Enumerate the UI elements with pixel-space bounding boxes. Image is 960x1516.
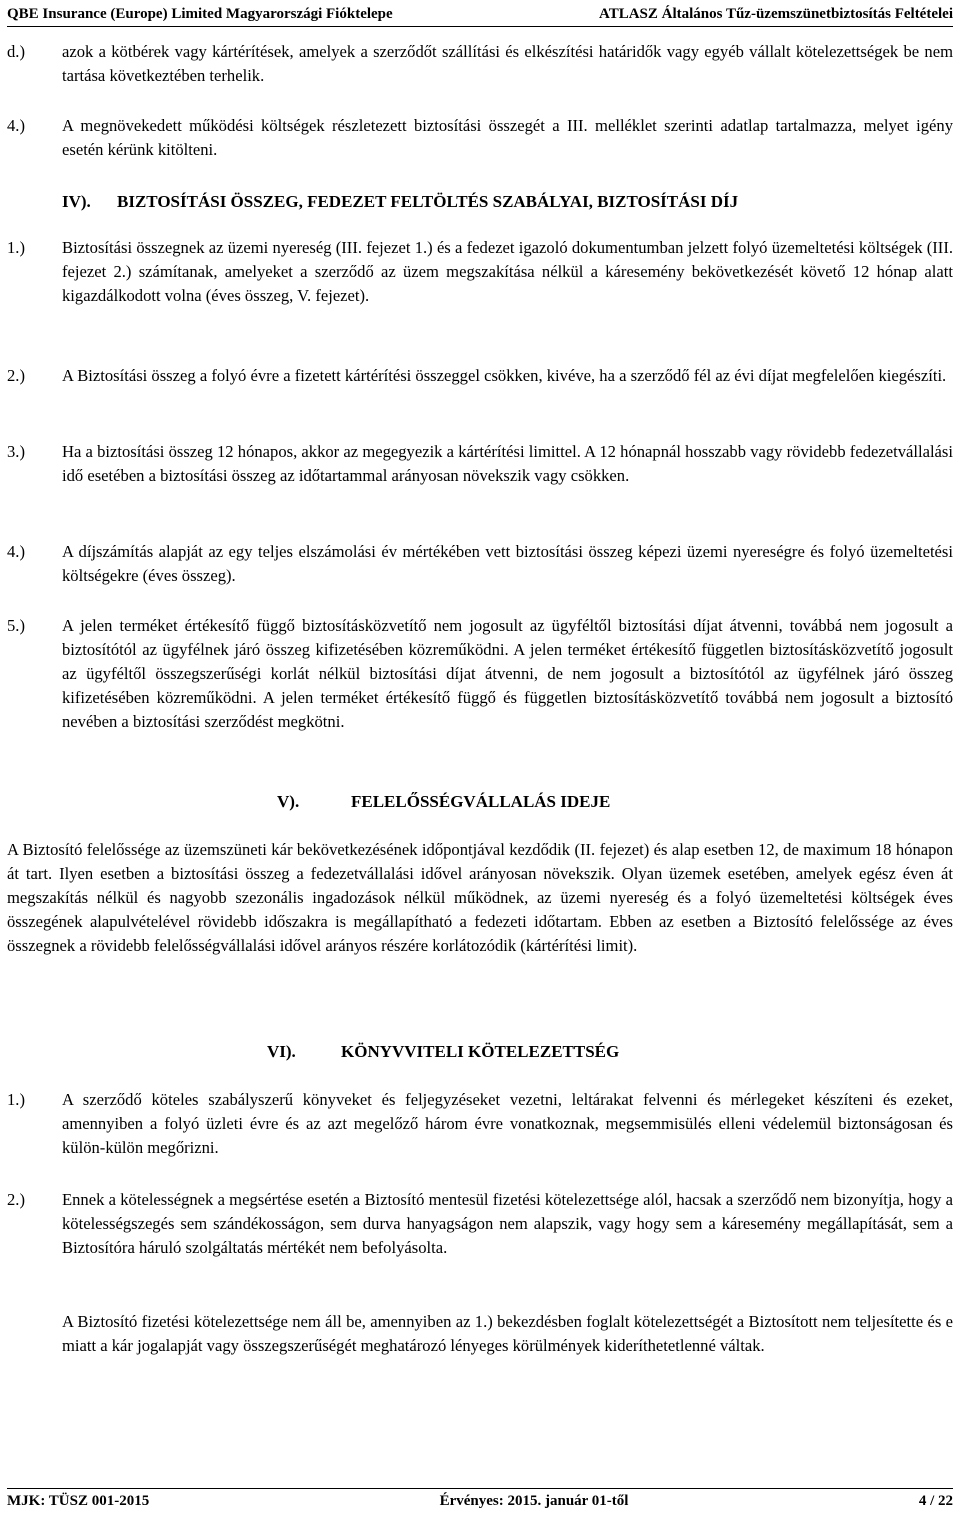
section-6-continuation: A Biztosító fizetési kötelezettsége nem áll be, amennyiben az 1.) bekezdésben foglalt kötelezettségét a Biztosított nem teljesítette és e miatt a kár jogalapját vagy összegszerűségét meghatározó lényeges körülmények kideríthetetlenné váltak. (62, 1312, 953, 1355)
section-6-item-1 (7, 1088, 953, 1160)
list-item-text: Ennek a kötelességnek a megsértése esetén a Biztosító mentesül fizetési kötelezettsége alól, hacsak a szerződő nem bizonyítja, hogy a kötelességszegés sem szándékosságon, sem durva hanyagságon nem alapszik, vagy hogy sem a káresemény megállapítását, sem a Biztosítóra háruló szolgáltatás mértékét nem befolyásolta. (62, 1190, 953, 1257)
list-item-text: A díjszámítás alapját az egy teljes elszámolási év mértékében vett biztosítási összeg képezi üzemi nyereségre és folyó üzemeltetési költségekre (éves összeg). (62, 542, 953, 585)
section-6-title: KÖNYVVITELI KÖTELEZETTSÉG (341, 1042, 620, 1061)
list-item-text: A jelen terméket értékesítő függő biztosításközvetítő nem jogosult az ügyféltől biztosítási díjat átvenni, továbbá nem jogosult a biztosítótól az ügyfélnek járó összeg kifizetésében közreműködni. A jelen terméket értékesítő független biztosításközvetítő jogosult az ügyféltől összegszerűségi korlát nélkül biztosítási díjat átvenni, de nem jogosult a biztosítótól az ügyfélnek járó összeg kifizetésében közreműködni. A jelen terméket értékesítő függő és független biztosításközvetítő továbbá nem jogosult a biztosító nevében a biztosítási szerződést megkötni. (62, 616, 953, 731)
section-5-title: FELELŐSSÉGVÁLLALÁS IDEJE (351, 792, 611, 811)
list-item-text: Biztosítási összegnek az üzemi nyereség (III. fejezet 1.) és a fedezet igazoló dokumentumban jelzett folyó üzemeltetési költségek (III. fejezet 2.) számítanak, amelyeket a szerződő az üzem megszakítása nélkül a káresemény bekövetkezését követő 12 hónap alatt kigazdálkodott volna (éves összeg, V. fejezet). (62, 238, 953, 305)
list-item-number: 2.) (7, 366, 25, 385)
page-footer (7, 1488, 953, 1513)
section-4-item-3 (7, 440, 953, 488)
page-header (7, 2, 953, 27)
section-4-title: BIZTOSÍTÁSI ÖSSZEG, FEDEZET FELTÖLTÉS SZABÁLYAI, BIZTOSÍTÁSI DÍJ (117, 192, 739, 211)
list-item-number: 4.) (7, 542, 25, 561)
list-item-number: 5.) (7, 616, 25, 635)
footer-page-number: 4 / 22 (918, 1493, 953, 1509)
section-5-paragraph: A Biztosító felelőssége az üzemszüneti kár bekövetkezésének időpontjával kezdődik (II. fejezet) és alap esetben 12, de maximum 18 hónapon át tart. Ilyen esetben a biztosítási összeg a fedezetvállalási idővel arányosan növekszik. Olyan üzemek esetében, amelyek egész éven át megszakítás nélkül és nagyobb szezonális ingadozások nélkül működnek, az üzemi nyereség és a folyó üzemeltetési költségek éves összegének alapulvételével rövidebb időszakra is megállapítható a fedezeti időtartam. Ebben az esetben a Biztosító felelőssége az éves összegnek a rövidebb felelősségvállalási idővel arányos részére korlátozódik (kártérítési limit). (7, 840, 953, 955)
list-item-text: A szerződő köteles szabályszerű könyveket és feljegyzéseket vezetni, leltárakat felvenni és mérlegeket készíteni és ezeket, amennyiben a folyó üzleti évre és az azt megelőző három évre vonatkoznak, megsemmisülés elleni védelemül biztonságosan és külön-külön megőrizni. (62, 1090, 953, 1157)
list-item-text: A megnövekedett működési költségek részletezett biztosítási összegét a III. melléklet szerinti adatlap tartalmazza, melyet igény esetén kérünk kitölteni. (62, 116, 953, 159)
section-4-item-2 (7, 364, 953, 388)
header-company: QBE Insurance (Europe) Limited Magyarországi Fióktelepe (7, 6, 393, 22)
section-4-item-4 (7, 540, 953, 588)
list-item-number: 1.) (7, 1090, 25, 1109)
list-item-number: 2.) (7, 1190, 25, 1209)
section-5-number: V). (277, 792, 300, 811)
header-document-title: ATLASZ Általános Tűz-üzemszünetbiztosítás Feltételei (598, 6, 953, 22)
list-item-4 (7, 114, 953, 162)
list-item-text: Ha a biztosítási összeg 12 hónapos, akkor az megegyezik a kártérítési limittel. A 12 hónapnál hosszabb vagy rövidebb fedezetvállalási idő esetében a biztosítási összeg az időtartammal arányosan növekszik vagy csökken. (62, 442, 953, 485)
section-6-number: VI). (267, 1042, 296, 1061)
list-item-number: 4.) (7, 116, 25, 135)
list-item-text: azok a kötbérek vagy kártérítések, amelyek a szerződőt szállítási és elkészítési határidők vagy egyéb vállalt kötelezettségek be nem tartása következtében terhelik. (62, 42, 953, 85)
list-item-number: d.) (7, 42, 25, 61)
section-4-item-1 (7, 236, 953, 308)
list-item-d (7, 40, 953, 88)
list-item-number: 1.) (7, 238, 25, 257)
footer-validity: Érvényes: 2015. január 01-től (439, 1493, 629, 1509)
section-6-item-2 (7, 1188, 953, 1260)
list-item-text: A Biztosítási összeg a folyó évre a fizetett kártérítési összeggel csökken, kivéve, ha a szerződő fél az évi díjat megfelelően kiegészíti. (62, 366, 947, 385)
section-4-number: IV). (62, 192, 91, 211)
section-4-item-5 (7, 614, 953, 734)
list-item-number: 3.) (7, 442, 25, 461)
footer-document-code: MJK: TÜSZ 001-2015 (7, 1493, 150, 1509)
